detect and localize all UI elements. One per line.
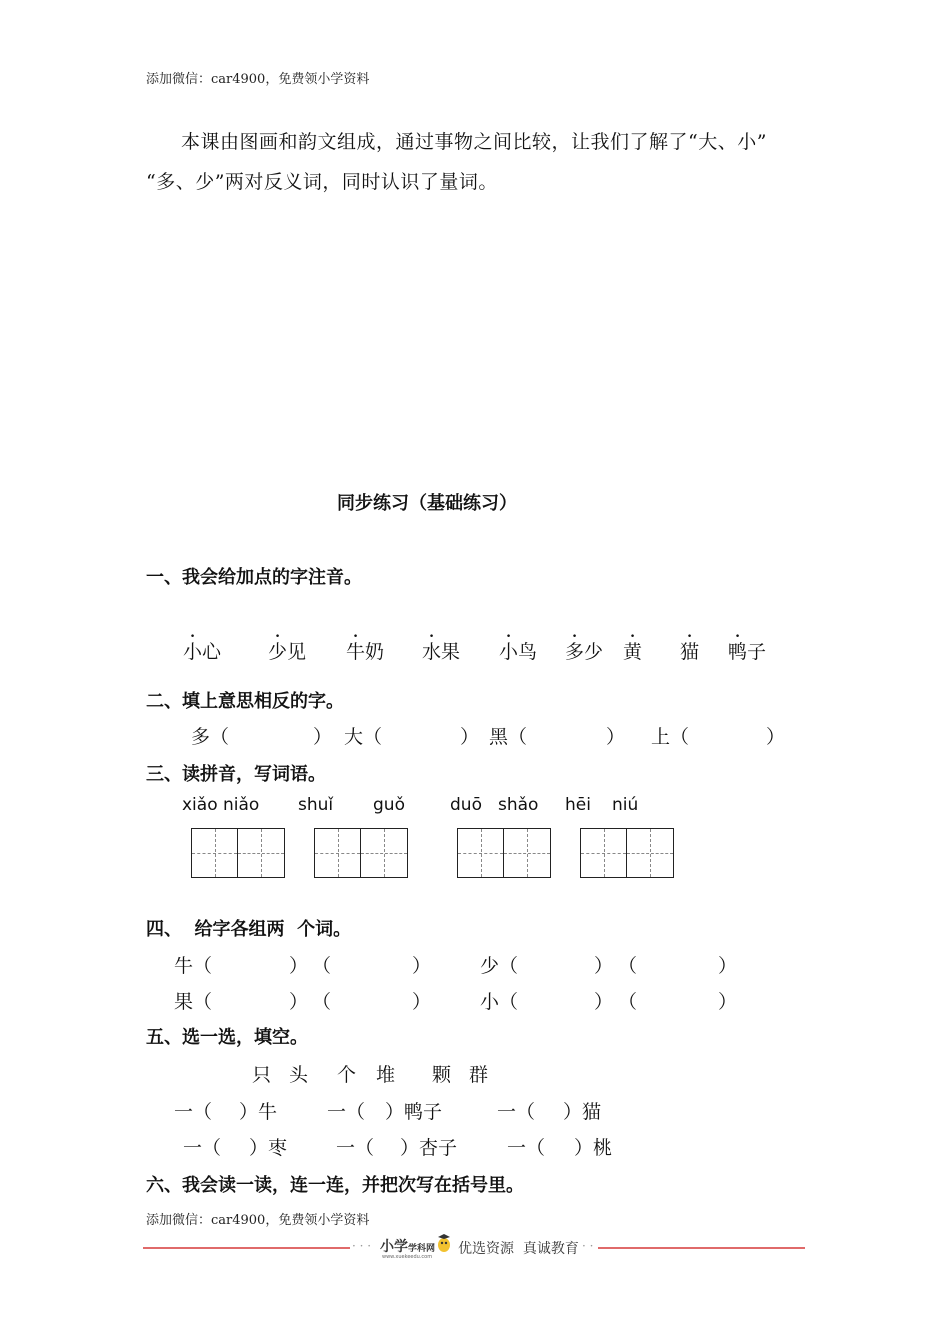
pinyin-5: shǎo: [498, 795, 539, 815]
pinyin-3: guǒ: [373, 795, 405, 815]
group-close-1b: ）: [412, 955, 432, 977]
header-note: 添加微信：car4900，免费领小学资料: [146, 72, 370, 87]
group-close-1a: ）: [289, 955, 309, 977]
group-close-2b: ）: [718, 955, 738, 977]
fill-6-close: ）桃: [574, 1137, 613, 1159]
footer-rule-right: [598, 1247, 805, 1249]
fill-4-open: 一（: [183, 1137, 222, 1159]
footer-logo: 小学学科网: [380, 1239, 436, 1255]
practice-title: 同步练习（基础练习）: [337, 493, 517, 514]
fill-3-close: ）猫: [563, 1101, 602, 1123]
measure-option-6: 群: [469, 1064, 489, 1086]
group-close-2a: ）: [594, 955, 614, 977]
footer-dots-right: · ·: [582, 1239, 594, 1253]
group-close-3b: ）: [412, 991, 432, 1013]
measure-option-3: 个: [337, 1064, 357, 1086]
antonym-close-1: ）: [313, 726, 333, 748]
fill-2-close: ）鸭子: [385, 1101, 443, 1123]
section-5-heading: 五、选一选，填空。: [146, 1027, 308, 1048]
measure-option-4: 堆: [376, 1064, 396, 1086]
word-3: . 牛奶: [346, 625, 385, 663]
group-open-1b: （: [312, 955, 332, 977]
intro-line-1: 本课由图画和韵文组成，通过事物之间比较，让我们了解了“大、小”: [181, 131, 767, 153]
fill-1-open: 一（: [174, 1101, 213, 1123]
group-char-2: 少（: [480, 955, 519, 977]
fill-5-close: ）杏子: [400, 1137, 458, 1159]
mascot-icon: [436, 1232, 452, 1254]
writing-grid-1[interactable]: [191, 828, 285, 878]
pinyin-1: xiǎo niǎo: [182, 795, 260, 815]
measure-option-2: 头: [289, 1064, 309, 1086]
footer-note: 添加微信：car4900，免费领小学资料: [146, 1213, 370, 1228]
section-3-heading: 三、读拼音，写词语。: [146, 764, 326, 785]
group-close-4b: ）: [718, 991, 738, 1013]
fill-1-close: ）牛: [239, 1101, 278, 1123]
writing-grid-3[interactable]: [457, 828, 551, 878]
section-4-heading: 四、 给字各组两 个词。: [146, 919, 352, 940]
antonym-close-4: ）: [766, 726, 786, 748]
measure-option-5: 颗: [432, 1064, 452, 1086]
word-6: . 多少: [565, 625, 604, 663]
intro-line-2: “多、少”两对反义词，同时认识了量词。: [146, 171, 498, 193]
antonym-item-3: 黑（: [489, 726, 528, 748]
antonym-item-4: 上（: [651, 726, 690, 748]
antonym-item-2: 大（: [344, 726, 383, 748]
section-1-heading: 一、我会给加点的字注音。: [146, 567, 362, 588]
fill-3-open: 一（: [497, 1101, 536, 1123]
group-char-1: 牛（: [174, 955, 213, 977]
group-close-4a: ）: [594, 991, 614, 1013]
pinyin-7: niú: [612, 795, 639, 815]
writing-grid-2[interactable]: [314, 828, 408, 878]
fill-4-close: ）枣: [249, 1137, 288, 1159]
section-2-heading: 二、填上意思相反的字。: [146, 691, 344, 712]
fill-2-open: 一（: [327, 1101, 366, 1123]
group-char-4: 小（: [480, 991, 519, 1013]
fill-6-open: 一（: [507, 1137, 546, 1159]
writing-grid-4[interactable]: [580, 828, 674, 878]
word-5: . 小鸟: [499, 625, 538, 663]
group-open-4b: （: [618, 991, 638, 1013]
word-9: . 鸭子: [728, 625, 767, 663]
group-open-2b: （: [618, 955, 638, 977]
antonym-item-1: 多（: [191, 726, 230, 748]
group-open-3b: （: [312, 991, 332, 1013]
antonym-close-2: ）: [460, 726, 480, 748]
pinyin-2: shuǐ: [298, 795, 334, 815]
word-4: . 水果: [422, 625, 461, 663]
word-1: . 小心: [183, 625, 222, 663]
footer-slogan: 优选资源 真诚教育: [458, 1241, 579, 1257]
footer-dots-left: · · ·: [352, 1239, 372, 1253]
fill-5-open: 一（: [336, 1137, 375, 1159]
pinyin-4: duō: [450, 795, 482, 815]
word-8: . 猫: [680, 625, 700, 663]
section-6-heading: 六、我会读一读，连一连，并把次写在括号里。: [146, 1175, 524, 1196]
footer-rule-left: [143, 1247, 350, 1249]
group-close-3a: ）: [289, 991, 309, 1013]
measure-option-1: 只: [252, 1064, 272, 1086]
word-7: . 黄: [623, 625, 643, 663]
pinyin-6: hēi: [565, 795, 591, 815]
antonym-close-3: ）: [606, 726, 626, 748]
footer-logo-url: www.xuekeedu.com: [382, 1254, 433, 1260]
word-2: . 少见: [268, 625, 307, 663]
group-char-3: 果（: [174, 991, 213, 1013]
